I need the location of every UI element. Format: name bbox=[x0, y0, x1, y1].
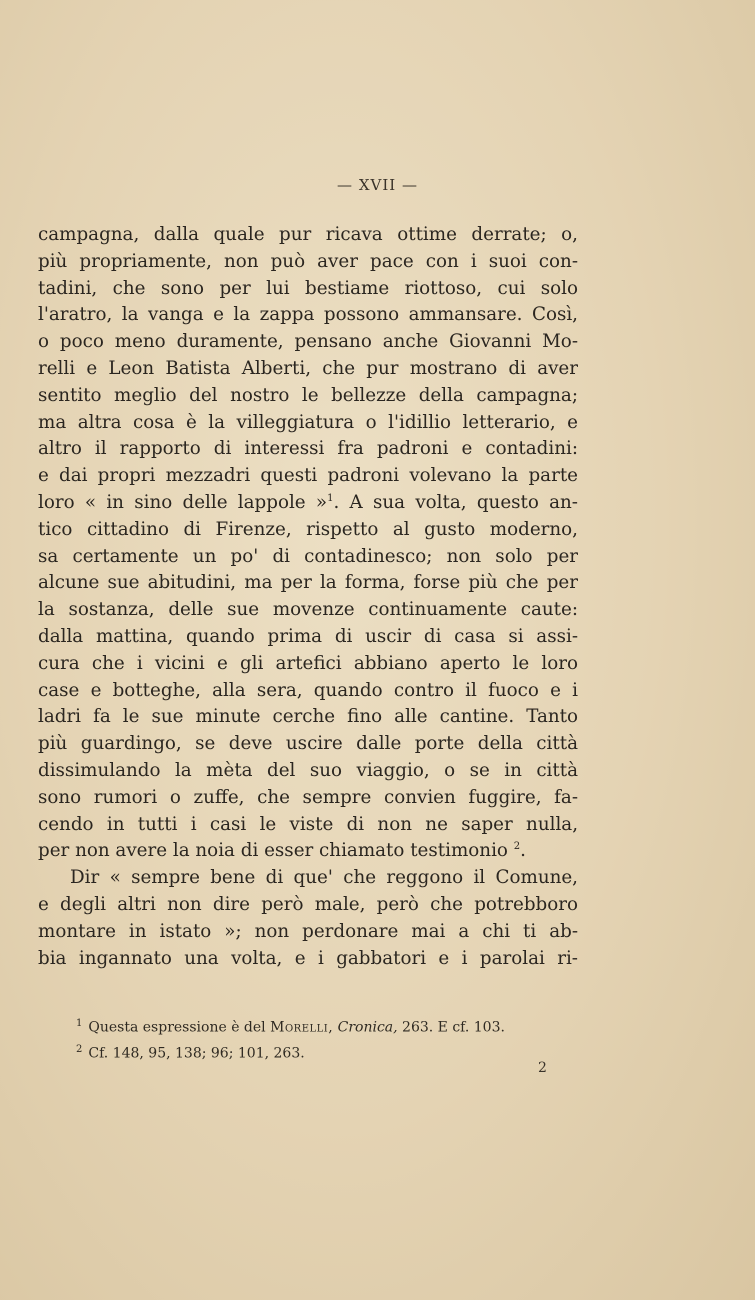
text-line: e degli altri non dire però male, però che potrebboro bbox=[38, 893, 578, 915]
footnote-text: Questa espressione è del bbox=[88, 1019, 266, 1036]
text-line: più guardingo, se deve uscire dalle porte della città bbox=[38, 733, 578, 755]
footnote-2 bbox=[76, 1039, 576, 1065]
footnote-ref-1: 1 bbox=[327, 492, 334, 504]
text-fragment: loro « in sino delle lappole » bbox=[38, 491, 328, 513]
text-line: ma altra cosa è la villeggiatura o l'idillio letterario, e bbox=[38, 411, 578, 433]
text-fragment: per non avere la noia di esser chiamato testimonio bbox=[38, 840, 508, 862]
footnote-ref-2: 2 bbox=[513, 841, 521, 853]
text-line: più propriamente, non può aver pace con i suoi con- bbox=[38, 250, 578, 272]
footnotes bbox=[76, 1013, 576, 1064]
text-line: dissimulando la mèta del suo viaggio, o se in città bbox=[38, 759, 578, 781]
text-line-with-footnote bbox=[38, 838, 578, 865]
footnote-author: Morelli, bbox=[270, 1019, 334, 1036]
footnote-number: 2 bbox=[76, 1043, 83, 1055]
text-line: sono rumori o zuffe, che sempre convien fuggire, fa- bbox=[38, 786, 578, 808]
text-line: case e botteghe, alla sera, quando contro il fuoco e i bbox=[38, 679, 578, 701]
text-line: sentito meglio del nostro le bellezze della campagna; bbox=[38, 384, 578, 406]
text-line: tadini, che sono per lui bestiame riottoso, cui solo bbox=[38, 277, 578, 299]
footnote-title: Cronica, bbox=[337, 1019, 398, 1036]
text-line: sa certamente un po' di contadinesco; non solo per bbox=[38, 545, 578, 567]
text-line: bia ingannato una volta, e i gabbatori e i parolai ri- bbox=[38, 947, 578, 969]
footnote-number: 1 bbox=[76, 1018, 83, 1029]
footnote-text: 263. E cf. 103. bbox=[402, 1019, 505, 1036]
footnote-1 bbox=[76, 1013, 576, 1039]
text-line: altro il rapporto di interessi fra padroni e contadini: bbox=[38, 438, 578, 460]
text-line: Dir « sempre bene di que' che reggono il Comune, bbox=[70, 867, 578, 889]
text-line: alcune sue abitudini, ma per la forma, forse più che per bbox=[38, 572, 578, 594]
text-line: ladri fa le sue minute cerche fino alle cantine. Tanto bbox=[38, 706, 578, 728]
text-line-with-footnote bbox=[38, 490, 578, 517]
text-line: e dai propri mezzadri questi padroni volevano la parte bbox=[38, 465, 578, 487]
main-text-block bbox=[38, 222, 578, 972]
text-line: tico cittadino di Firenze, rispetto al gusto moderno, bbox=[38, 518, 578, 540]
text-line: o poco meno duramente, pensano anche Giovanni Mo- bbox=[38, 331, 578, 353]
text-line: cura che i vicini e gli artefici abbiano aperto le loro bbox=[38, 652, 578, 674]
text-line: dalla mattina, quando prima di uscir di casa si assi- bbox=[38, 625, 578, 647]
page-number-header: — XVII — bbox=[337, 176, 418, 194]
text-line: campagna, dalla quale pur ricava ottime derrate; o, bbox=[38, 224, 578, 245]
text-line: cendo in tutti i casi le viste di non ne saper nulla, bbox=[38, 813, 578, 835]
text-line: relli e Leon Batista Alberti, che pur mostrano di aver bbox=[38, 357, 578, 379]
text-fragment: . A sua volta, questo an- bbox=[333, 491, 578, 513]
text-line: la sostanza, delle sue movenze continuamente caute: bbox=[38, 599, 578, 621]
text-line: l'aratro, la vanga e la zappa possono ammansare. Così, bbox=[38, 304, 578, 326]
text-line: montare in istato »; non perdonare mai a chi ti ab- bbox=[38, 920, 578, 942]
text-fragment: . bbox=[520, 840, 526, 862]
footnote-text: Cf. 148, 95, 138; 96; 101, 263. bbox=[88, 1045, 305, 1062]
signature-mark: 2 bbox=[538, 1060, 547, 1076]
